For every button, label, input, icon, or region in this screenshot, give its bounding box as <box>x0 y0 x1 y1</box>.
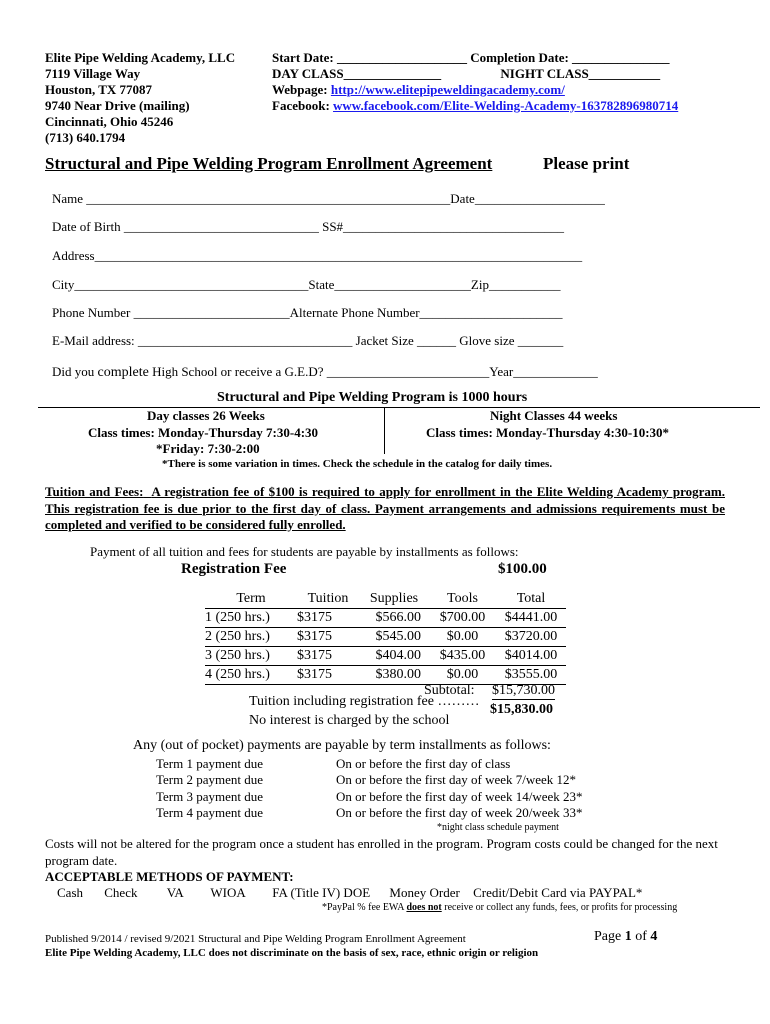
page-of: of <box>631 929 651 944</box>
academy-address-block <box>45 50 235 146</box>
installment-term: Term 2 payment due <box>156 772 264 788</box>
academy-address-line1: 7119 Village Way <box>45 66 141 81</box>
page-prefix: Page <box>594 929 625 944</box>
tuition-paragraph <box>45 484 725 534</box>
paypal-note-post: receive or collect any funds, fees, or profits for processing <box>441 902 678 913</box>
installment-due: On or before the first day of week 14/week 23* <box>336 788 583 804</box>
header-supplies: Supplies <box>369 591 419 606</box>
hs-prefix: Did you <box>52 364 98 379</box>
night-class-title: Night Classes 44 weeks <box>490 408 618 423</box>
row-tools: $700.00 <box>439 610 486 625</box>
fees-table-header-row <box>205 590 566 609</box>
city-state-zip-line[interactable]: City____________________________________State_____________________Zip___________ <box>52 277 561 292</box>
installment-due: On or before the first day of week 20/week 33* <box>336 804 583 820</box>
row-tools: $0.00 <box>446 667 479 682</box>
table-row <box>205 666 566 685</box>
row-tuition: $3175 <box>297 610 332 625</box>
hs-rest: High School or receive a G.E.D? _________________________Year_____________ <box>148 364 598 379</box>
row-total: $3720.00 <box>504 629 558 644</box>
list-item <box>156 772 583 788</box>
day-class-field[interactable]: DAY CLASS_______________ <box>272 66 442 81</box>
high-school-line[interactable] <box>52 364 598 381</box>
table-row <box>205 609 566 628</box>
header-tools: Tools <box>447 591 478 606</box>
paypal-note-emphasis: does not <box>406 902 442 913</box>
academy-name: Elite Pipe Welding Academy, LLC <box>45 50 236 65</box>
row-supplies: $566.00 <box>375 610 421 625</box>
academy-city-line2: Cincinnati, Ohio 45246 <box>45 114 174 129</box>
day-class-friday: *Friday: 7:30-2:00 <box>156 441 260 456</box>
row-term: 1 (250 hrs.) <box>205 610 270 625</box>
no-interest-note: No interest is charged by the school <box>249 713 450 728</box>
document-title: Structural and Pipe Welding Program Enrollment Agreement <box>45 154 493 173</box>
payment-methods-row <box>57 885 642 901</box>
installment-term: Term 1 payment due <box>156 756 264 771</box>
row-term: 4 (250 hrs.) <box>205 667 270 682</box>
nondiscrimination-statement: Elite Pipe Welding Academy, LLC does not discriminate on the basis of sex, race, ethnic origin or religion <box>45 947 539 959</box>
method-fa: FA (Title IV) DOE <box>272 885 371 900</box>
installment-term: Term 4 payment due <box>156 804 264 820</box>
night-class-field[interactable]: NIGHT CLASS___________ <box>500 66 661 81</box>
footer-published: Published 9/2014 / revised 9/2021 Structural and Pipe Welding Program Enrollment Agreement <box>45 933 466 945</box>
installment-due: On or before the first day of class <box>336 756 511 771</box>
subtotal-label: Subtotal: <box>424 683 475 698</box>
method-wioa: WIOA <box>210 885 246 900</box>
header-total: Total <box>516 591 546 606</box>
row-total: $4014.00 <box>504 648 558 663</box>
row-tuition: $3175 <box>297 648 332 663</box>
completion-date-field[interactable]: Completion Date: _______________ <box>470 50 670 65</box>
registration-fee-value: $100.00 <box>498 561 547 577</box>
fees-table-grid <box>205 590 566 685</box>
page-total: 4 <box>650 929 658 944</box>
please-print-note: Please print <box>543 154 630 173</box>
academy-city-line1: Houston, TX 77087 <box>45 82 153 97</box>
registration-fee-label: Registration Fee <box>181 561 287 577</box>
phone-line[interactable]: Phone Number ________________________Alternate Phone Number______________________ <box>52 305 563 320</box>
method-check: Check <box>104 885 138 900</box>
row-tools: $0.00 <box>446 629 479 644</box>
header-tuition: Tuition <box>307 591 349 606</box>
webpage-link[interactable]: http://www.elitepipeweldingacademy.com/ <box>330 82 565 97</box>
day-class-times: Class times: Monday-Thursday 7:30-4:30 <box>88 425 319 440</box>
method-paypal: Credit/Debit Card via PAYPAL* <box>473 885 643 900</box>
page-current: 1 <box>624 929 632 944</box>
fees-table <box>205 590 566 685</box>
row-term: 2 (250 hrs.) <box>205 629 270 644</box>
table-row <box>205 628 566 647</box>
row-total: $3555.00 <box>504 667 558 682</box>
night-class-times: Class times: Monday-Thursday 4:30-10:30* <box>426 425 670 440</box>
list-item <box>156 756 583 772</box>
table-row <box>205 647 566 666</box>
row-supplies: $380.00 <box>375 667 421 682</box>
paypal-note-pre: *PayPal % fee EWA <box>322 902 407 913</box>
day-class-title: Day classes 26 Weeks <box>147 408 265 423</box>
list-item <box>156 805 583 821</box>
row-supplies: $545.00 <box>375 629 421 644</box>
page-number <box>594 929 657 945</box>
header-term: Term <box>236 591 266 606</box>
list-item <box>156 789 583 805</box>
tuition-heading: Tuition and Fees: <box>45 484 144 499</box>
academy-phone: (713) 640.1794 <box>45 130 126 145</box>
installment-due: On or before the first day of week 7/week 12* <box>336 772 577 788</box>
name-date-line[interactable]: Name ________________________________________________________Date____________________ <box>52 191 605 206</box>
row-tuition: $3175 <box>297 629 332 644</box>
facebook-label: Facebook: <box>272 98 330 113</box>
webpage-label: Webpage: <box>272 82 328 97</box>
row-tools: $435.00 <box>439 648 486 663</box>
email-size-line[interactable]: E-Mail address: _________________________________ Jacket Size ______ Glove size _______ <box>52 333 564 348</box>
paypal-note <box>322 902 677 913</box>
total-label: Tuition including registration fee ……… <box>249 694 480 709</box>
method-va: VA <box>166 885 184 900</box>
total-value: $15,830.00 <box>490 702 553 717</box>
address-line[interactable]: Address___________________________________________________________________________ <box>52 248 583 263</box>
tuition-text: A registration fee of $100 is required to apply for enrollment in the Elite Welding Academy program. This registration fee is due prior to the first day of class. Payment arrangements and admissions requirements must be completed and verified to be considered fully enrolled. <box>45 484 725 532</box>
schedule-variation-note: *There is some variation in times. Check the schedule in the catalog for daily times. <box>162 458 553 470</box>
dob-ssn-line[interactable]: Date of Birth ______________________________ SS#__________________________________ <box>52 219 565 234</box>
payment-intro: Payment of all tuition and fees for students are payable by installments as follows: <box>90 544 519 559</box>
costs-note: Costs will not be altered for the program once a student has enrolled in the program. Program costs could be changed for the next program date. <box>45 836 718 868</box>
start-date-field[interactable]: Start Date: ____________________ <box>272 50 467 65</box>
row-supplies: $404.00 <box>375 648 421 663</box>
facebook-link[interactable]: www.facebook.com/Elite-Welding-Academy-163782896980714 <box>333 98 679 113</box>
academy-address-line2: 9740 Near Drive (mailing) <box>45 98 190 113</box>
method-cash: Cash <box>57 885 83 900</box>
installment-term: Term 3 payment due <box>156 788 264 804</box>
header-right-block <box>272 50 678 114</box>
row-total: $4441.00 <box>504 610 558 625</box>
hs-complete-word: complete <box>97 365 149 380</box>
subtotal-value: $15,730.00 <box>492 683 555 698</box>
program-title: Structural and Pipe Welding Program is 1000 hours <box>217 390 528 405</box>
installment-list <box>156 756 583 821</box>
method-money-order: Money Order <box>389 885 460 900</box>
payment-methods-heading: ACCEPTABLE METHODS OF PAYMENT: <box>45 869 294 884</box>
row-term: 3 (250 hrs.) <box>205 648 270 663</box>
row-tuition: $3175 <box>297 667 332 682</box>
night-schedule-note: *night class schedule payment <box>437 822 559 833</box>
program-divider <box>384 408 385 454</box>
out-of-pocket-intro: Any (out of pocket) payments are payable by term installments as follows: <box>133 738 551 753</box>
